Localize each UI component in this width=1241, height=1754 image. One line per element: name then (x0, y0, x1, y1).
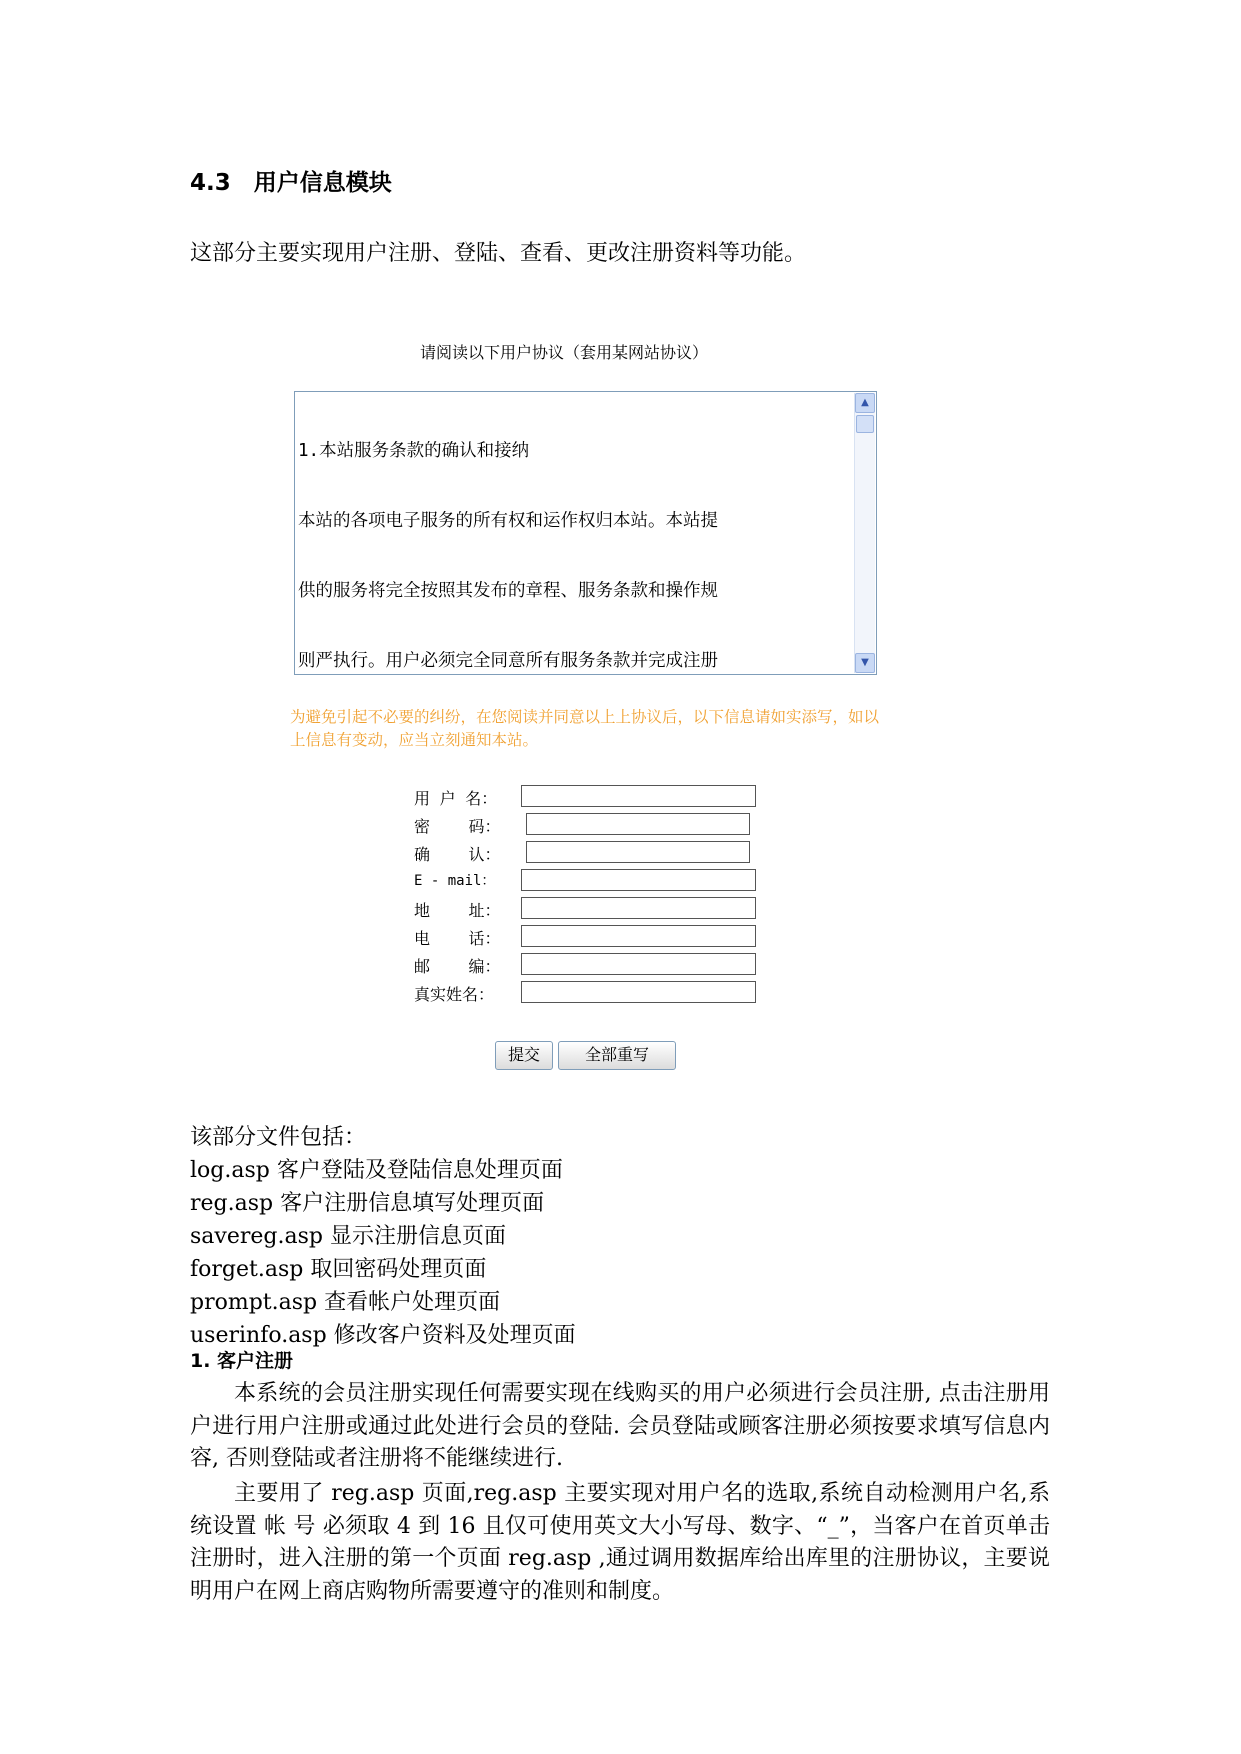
agreement-scrollbar[interactable] (854, 393, 875, 673)
password-label: 密 码： (414, 817, 501, 836)
file-item: savereg.asp 显示注册信息页面 (190, 1224, 506, 1249)
address-label: 地 址： (414, 901, 501, 920)
file-item: prompt.asp 查看帐户处理页面 (190, 1290, 501, 1315)
step-heading: 1. 客户注册 (190, 1350, 294, 1372)
confirm-password-input[interactable] (526, 841, 750, 863)
section-title: 4.3 用户信息模块 (190, 170, 392, 196)
paragraph (190, 1478, 1050, 1608)
paragraph-text: 本系统的会员注册实现任何需要实现在线购买的用户必须进行会员注册, 点击注册用户进行用户注册或通过此处进行会员的登陆. 会员登陆或顾客注册必须按要求填写信息内容, 否则登陆或者注册将不能继续进行. (190, 1381, 1050, 1471)
agreement-text (298, 393, 853, 673)
agreement-line: 1.本站服务条款的确认和接纳 (298, 440, 530, 461)
file-item: log.asp 客户登陆及登陆信息处理页面 (190, 1158, 563, 1183)
intro-text: 这部分主要实现用户注册、登陆、查看、更改注册资料等功能。 (190, 241, 807, 266)
email-input[interactable] (521, 869, 756, 891)
files-heading: 该部分文件包括： (190, 1125, 367, 1150)
email-label: E - mail： (414, 873, 496, 889)
agreement-textarea[interactable] (294, 391, 877, 675)
scroll-up-icon[interactable]: ▲ (855, 393, 875, 413)
phone-input[interactable] (521, 925, 756, 947)
reset-button[interactable]: 全部重写 (558, 1041, 676, 1070)
agreement-line: 本站的各项电子服务的所有权和运作权归本站。本站提 (298, 511, 718, 532)
file-item: userinfo.asp 修改客户资料及处理页面 (190, 1323, 576, 1348)
notice-text: 为避免引起不必要的纠纷，在您阅读并同意以上上协议后，以下信息请如实添写，如以上信息有变动，应当立刻通知本站。 (290, 708, 880, 749)
agreement-line: 供的服务将完全按照其发布的章程、服务条款和操作规 (298, 581, 718, 602)
file-item: reg.asp 客户注册信息填写处理页面 (190, 1191, 545, 1216)
password-input[interactable] (526, 813, 750, 835)
submit-button[interactable]: 提交 (495, 1041, 553, 1070)
postcode-input[interactable] (521, 953, 756, 975)
scroll-thumb[interactable] (856, 415, 874, 433)
paragraph-text: 主要用了 reg.asp 页面,reg.asp 主要实现对用户名的选取,系统自动检测用户名,系统设置 帐 号 必须取 4 到 16 且仅可使用英文大小写母、数字、“_”，当客户在首页单击注册时，进入注册的第一个页面 reg.asp ,通过调用数据库给出库里的注册协议，主要说明用户在网上商店购物所需要遵守的准则和制度。 (190, 1481, 1050, 1604)
agreement-title: 请阅读以下用户协议（套用某网站协议） (420, 343, 709, 362)
realname-input[interactable] (521, 981, 756, 1003)
postcode-label: 邮 编： (414, 957, 501, 976)
paragraph (190, 1378, 1050, 1476)
file-item: forget.asp 取回密码处理页面 (190, 1257, 487, 1282)
confirm-label: 确 认： (414, 845, 501, 864)
username-input[interactable] (521, 785, 756, 807)
username-label: 用 户 名： (414, 789, 498, 808)
phone-label: 电 话： (414, 929, 501, 948)
scroll-down-icon[interactable]: ▼ (855, 653, 875, 673)
realname-label: 真实姓名： (414, 985, 495, 1004)
agreement-line: 则严执行。用户必须完全同意所有服务条款并完成注册 (298, 651, 718, 672)
address-input[interactable] (521, 897, 756, 919)
